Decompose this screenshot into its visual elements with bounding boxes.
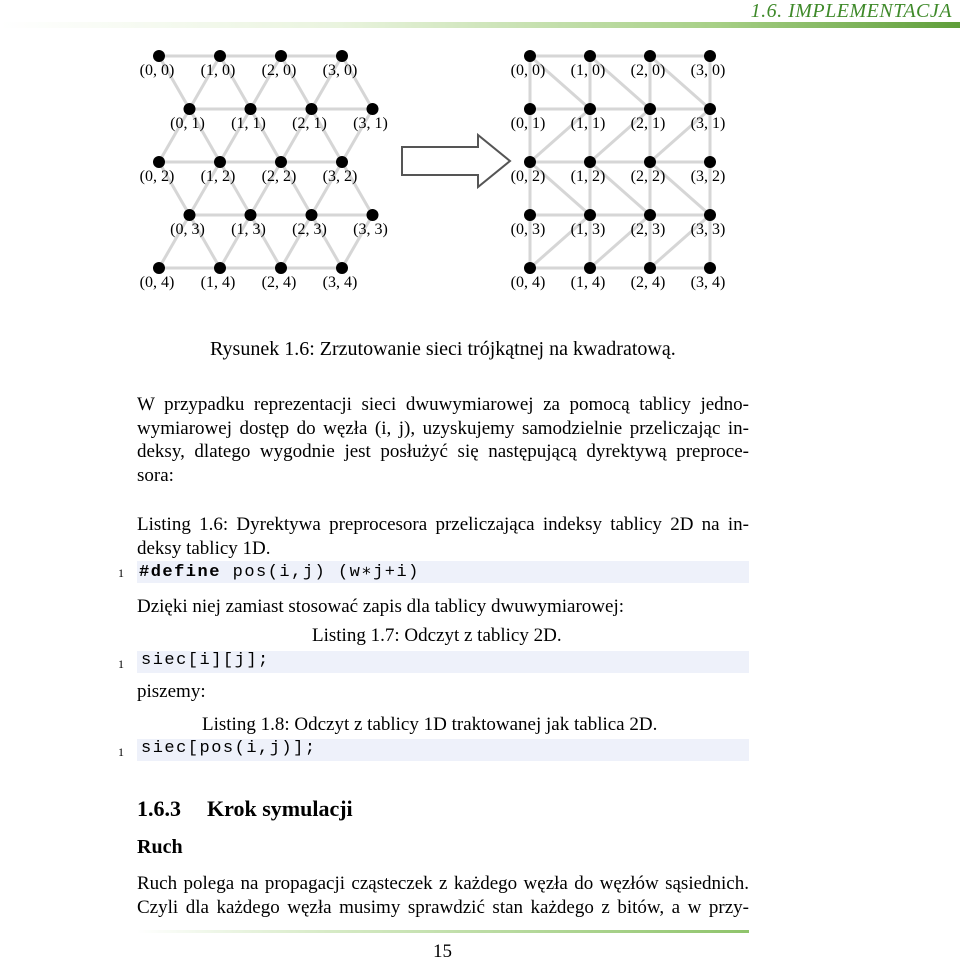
lattice-node bbox=[367, 103, 379, 115]
code-line: siec[i][j]; bbox=[141, 651, 270, 670]
text-line: deksy, dlatego wygodnie jest posłużyć się następującą dyrektywą preproce- bbox=[137, 441, 749, 462]
code-line bbox=[139, 561, 420, 582]
paragraph-text: Dzięki niej zamiast stosować zapis dla tablicy dwuwymiarowej: bbox=[137, 596, 624, 617]
lattice-node bbox=[704, 156, 716, 168]
paragraph-intro bbox=[137, 393, 749, 487]
node-label: (0, 1) bbox=[170, 115, 205, 132]
node-label: (3, 1) bbox=[353, 115, 388, 132]
node-label: (3, 1) bbox=[690, 115, 726, 132]
node-label: (3, 4) bbox=[690, 274, 726, 291]
node-label: (0, 3) bbox=[170, 221, 205, 238]
lattice-node bbox=[644, 103, 656, 115]
node-label: (0, 0) bbox=[139, 62, 175, 79]
node-label: (2, 0) bbox=[261, 62, 297, 79]
lattice-node bbox=[214, 262, 226, 274]
lattice-node bbox=[336, 262, 348, 274]
lattice-node bbox=[336, 156, 348, 168]
caption-line: deksy tablicy 1D. bbox=[137, 537, 271, 559]
lattice-node bbox=[704, 103, 716, 115]
node-label: (2, 2) bbox=[261, 168, 297, 185]
lattice-node bbox=[153, 262, 165, 274]
subsection-heading: Ruch bbox=[137, 836, 183, 858]
section-title: Krok symulacji bbox=[207, 796, 353, 821]
lattice-node bbox=[524, 156, 536, 168]
node-label: (2, 2) bbox=[630, 168, 666, 185]
lattice-node bbox=[245, 103, 257, 115]
text-line: sora: bbox=[137, 464, 174, 486]
lattice-node bbox=[184, 209, 196, 221]
lattice-node bbox=[584, 103, 596, 115]
text-line: W przypadku reprezentacji sieci dwuwymiarowej za pomocą tablicy jedno- bbox=[137, 394, 749, 415]
node-label: (1, 0) bbox=[200, 62, 236, 79]
node-label: (3, 3) bbox=[690, 221, 726, 238]
node-label: (0, 0) bbox=[510, 62, 546, 79]
lattice-node bbox=[306, 209, 318, 221]
node-label: (1, 2) bbox=[570, 168, 606, 185]
listing-caption: Listing 1.8: Odczyt z tablicy 1D traktowanej jak tablica 2D. bbox=[202, 714, 658, 735]
text-line: Ruch polega na propagacji cząsteczek z każdego węzła do węzłów sąsiednich. bbox=[137, 873, 749, 894]
section-heading bbox=[137, 796, 353, 822]
running-header: 1.6. IMPLEMENTACJA bbox=[750, 0, 952, 22]
node-label: (3, 2) bbox=[322, 168, 358, 185]
node-label: (3, 4) bbox=[322, 274, 358, 291]
footer-rule bbox=[137, 930, 749, 933]
figure-caption: Rysunek 1.6: Zrzutowanie sieci trójkątnej na kwadratową. bbox=[210, 338, 676, 360]
lattice-node bbox=[584, 50, 596, 62]
code-line: siec[pos(i,j)]; bbox=[141, 739, 317, 758]
lattice-node bbox=[306, 103, 318, 115]
node-label: (0, 2) bbox=[510, 168, 546, 185]
lattice-node bbox=[367, 209, 379, 221]
node-label: (0, 2) bbox=[139, 168, 175, 185]
lattice-node bbox=[524, 50, 536, 62]
lattice-figure bbox=[130, 40, 750, 300]
lattice-node bbox=[275, 50, 287, 62]
node-label: (1, 3) bbox=[570, 221, 606, 238]
listing-caption: Listing 1.7: Odczyt z tablicy 2D. bbox=[312, 625, 562, 646]
paragraph-text: piszemy: bbox=[137, 681, 206, 702]
line-number: 1 bbox=[118, 566, 124, 580]
lattice-node bbox=[644, 156, 656, 168]
lattice-node bbox=[214, 50, 226, 62]
node-label: (2, 0) bbox=[630, 62, 666, 79]
paragraph-ruch bbox=[137, 872, 749, 919]
triangular-lattice bbox=[140, 50, 388, 291]
node-label: (1, 1) bbox=[570, 115, 606, 132]
text-line: Czyli dla każdego węzła musimy sprawdzić stan każdego z bitów, a w przy- bbox=[137, 896, 749, 918]
node-label: (0, 4) bbox=[139, 274, 175, 291]
node-label: (2, 4) bbox=[630, 274, 666, 291]
lattice-node bbox=[584, 262, 596, 274]
lattice-node bbox=[214, 156, 226, 168]
node-label: (0, 3) bbox=[510, 221, 546, 238]
lattice-node bbox=[704, 209, 716, 221]
lattice-node bbox=[644, 50, 656, 62]
node-label: (2, 3) bbox=[630, 221, 666, 238]
lattice-node bbox=[524, 262, 536, 274]
lattice-node bbox=[644, 209, 656, 221]
lattice-node bbox=[245, 209, 257, 221]
node-label: (3, 0) bbox=[690, 62, 726, 79]
node-label: (3, 3) bbox=[353, 221, 388, 238]
node-label: (0, 4) bbox=[510, 274, 546, 291]
lattice-node bbox=[184, 103, 196, 115]
node-label: (3, 0) bbox=[322, 62, 358, 79]
lattice-node bbox=[704, 50, 716, 62]
square-lattice bbox=[511, 50, 726, 291]
page-number: 15 bbox=[433, 941, 452, 962]
lattice-node bbox=[524, 209, 536, 221]
node-label: (1, 0) bbox=[570, 62, 606, 79]
node-label: (0, 1) bbox=[510, 115, 546, 132]
lattice-node bbox=[644, 262, 656, 274]
lattice-node bbox=[153, 50, 165, 62]
lattice-node bbox=[524, 103, 536, 115]
node-label: (2, 3) bbox=[292, 221, 327, 238]
caption-line: Listing 1.6: Dyrektywa preprocesora przeliczająca indeksy tablicy 2D na in- bbox=[137, 514, 749, 535]
lattice-node bbox=[336, 50, 348, 62]
lattice-node bbox=[275, 262, 287, 274]
lattice-node bbox=[584, 156, 596, 168]
node-label: (2, 4) bbox=[261, 274, 297, 291]
node-label: (3, 2) bbox=[690, 168, 726, 185]
listing-caption bbox=[137, 513, 749, 560]
code-text: pos(i,j) (w∗j+i) bbox=[220, 563, 420, 582]
node-label: (1, 4) bbox=[570, 274, 606, 291]
lattice-node bbox=[704, 262, 716, 274]
lattice-node bbox=[153, 156, 165, 168]
text-line: wymiarowej dostęp do węzła (i, j), uzyskujemy samodzielnie przeliczając in- bbox=[137, 417, 749, 439]
node-label: (1, 1) bbox=[231, 115, 266, 132]
code-keyword: #define bbox=[139, 563, 221, 582]
lattice-node bbox=[584, 209, 596, 221]
section-number: 1.6.3 bbox=[137, 796, 181, 821]
node-label: (1, 4) bbox=[200, 274, 236, 291]
node-label: (1, 3) bbox=[231, 221, 266, 238]
line-number: 1 bbox=[118, 657, 124, 671]
arrow-icon bbox=[402, 135, 510, 187]
lattice-node bbox=[275, 156, 287, 168]
node-label: (2, 1) bbox=[292, 115, 327, 132]
line-number: 1 bbox=[118, 745, 124, 759]
node-label: (2, 1) bbox=[630, 115, 666, 132]
node-label: (1, 2) bbox=[200, 168, 236, 185]
